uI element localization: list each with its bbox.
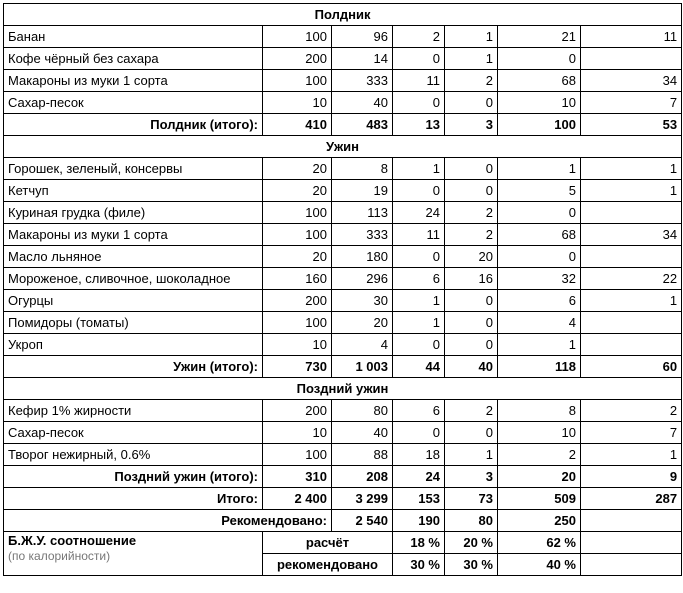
value-cell: 88 (332, 444, 393, 466)
total-value-cell: 310 (263, 466, 332, 488)
value-cell: 30 (332, 290, 393, 312)
food-name-cell: Кетчуп (4, 180, 263, 202)
value-cell: 20 (263, 158, 332, 180)
table-row (4, 334, 682, 356)
total-value-cell: 410 (263, 114, 332, 136)
value-cell: 333 (332, 70, 393, 92)
total-label: Полдник (итого): (4, 114, 263, 136)
value-cell: 21 (498, 26, 581, 48)
value-cell: 200 (263, 48, 332, 70)
section-header-row (4, 4, 682, 26)
value-cell: 2 (445, 70, 498, 92)
value-cell: 160 (263, 268, 332, 290)
value-cell: 0 (393, 180, 445, 202)
meal-nutrition-table (3, 3, 682, 576)
value-cell: 1 (581, 158, 682, 180)
value-cell (581, 246, 682, 268)
bju-calc-value: 18 % (393, 532, 445, 554)
value-cell: 96 (332, 26, 393, 48)
total-value-cell: 9 (581, 466, 682, 488)
grand-total-value: 509 (498, 488, 581, 510)
value-cell: 40 (332, 422, 393, 444)
food-name-cell: Творог нежирный, 0.6% (4, 444, 263, 466)
value-cell: 0 (445, 334, 498, 356)
total-label: Ужин (итого): (4, 356, 263, 378)
empty-cell (581, 510, 682, 532)
table-row (4, 444, 682, 466)
value-cell: 6 (393, 400, 445, 422)
section-title: Ужин (4, 136, 682, 158)
value-cell: 68 (498, 224, 581, 246)
value-cell: 113 (332, 202, 393, 224)
total-value-cell: 208 (332, 466, 393, 488)
total-value-cell: 24 (393, 466, 445, 488)
total-value-cell: 483 (332, 114, 393, 136)
table-row (4, 92, 682, 114)
grand-total-label: Итого: (4, 488, 263, 510)
value-cell: 10 (263, 92, 332, 114)
value-cell: 1 (393, 312, 445, 334)
bju-title: Б.Ж.У. соотношение (8, 533, 137, 548)
section-total-row (4, 356, 682, 378)
total-value-cell: 3 (445, 466, 498, 488)
value-cell: 0 (445, 180, 498, 202)
value-cell: 100 (263, 312, 332, 334)
value-cell: 100 (263, 202, 332, 224)
value-cell: 1 (581, 290, 682, 312)
total-value-cell: 60 (581, 356, 682, 378)
total-value-cell: 13 (393, 114, 445, 136)
section-header-row (4, 378, 682, 400)
grand-total-value: 153 (393, 488, 445, 510)
value-cell: 100 (263, 26, 332, 48)
value-cell: 5 (498, 180, 581, 202)
food-name-cell: Укроп (4, 334, 263, 356)
value-cell: 8 (498, 400, 581, 422)
bju-rec-value: 40 % (498, 554, 581, 576)
food-name-cell: Банан (4, 26, 263, 48)
value-cell: 20 (263, 246, 332, 268)
section-title: Поздний ужин (4, 378, 682, 400)
table-row (4, 158, 682, 180)
value-cell: 2 (393, 26, 445, 48)
value-cell: 2 (498, 444, 581, 466)
value-cell: 1 (393, 158, 445, 180)
value-cell: 1 (445, 26, 498, 48)
value-cell: 6 (393, 268, 445, 290)
value-cell: 10 (498, 92, 581, 114)
grand-total-value: 73 (445, 488, 498, 510)
food-name-cell: Куриная грудка (филе) (4, 202, 263, 224)
total-value-cell: 730 (263, 356, 332, 378)
table-row (4, 48, 682, 70)
table-row (4, 180, 682, 202)
total-value-cell: 44 (393, 356, 445, 378)
value-cell: 2 (445, 202, 498, 224)
value-cell: 0 (393, 92, 445, 114)
table-row (4, 26, 682, 48)
table-row (4, 312, 682, 334)
value-cell: 19 (332, 180, 393, 202)
total-value-cell: 20 (498, 466, 581, 488)
food-name-cell: Макароны из муки 1 сорта (4, 70, 263, 92)
total-value-cell: 1 003 (332, 356, 393, 378)
total-label: Поздний ужин (итого): (4, 466, 263, 488)
empty-cell (581, 532, 682, 554)
value-cell: 34 (581, 224, 682, 246)
value-cell: 20 (332, 312, 393, 334)
value-cell (581, 202, 682, 224)
food-name-cell: Масло льняное (4, 246, 263, 268)
table-row (4, 224, 682, 246)
value-cell: 80 (332, 400, 393, 422)
value-cell: 0 (445, 158, 498, 180)
table-row (4, 422, 682, 444)
value-cell: 100 (263, 444, 332, 466)
recommended-value: 250 (498, 510, 581, 532)
value-cell: 0 (498, 48, 581, 70)
value-cell: 0 (393, 48, 445, 70)
bju-label-cell (4, 532, 263, 576)
value-cell (581, 334, 682, 356)
value-cell: 0 (393, 246, 445, 268)
recommended-value: 80 (445, 510, 498, 532)
value-cell: 1 (393, 290, 445, 312)
empty-cell (581, 554, 682, 576)
value-cell: 1 (498, 334, 581, 356)
value-cell: 10 (498, 422, 581, 444)
value-cell: 20 (445, 246, 498, 268)
section-title: Полдник (4, 4, 682, 26)
total-value-cell: 100 (498, 114, 581, 136)
value-cell: 7 (581, 422, 682, 444)
value-cell: 8 (332, 158, 393, 180)
food-name-cell: Горошек, зеленый, консервы (4, 158, 263, 180)
value-cell: 0 (445, 312, 498, 334)
value-cell: 11 (393, 224, 445, 246)
section-total-row (4, 466, 682, 488)
recommended-label: Рекомендовано: (4, 510, 332, 532)
section-header-row (4, 136, 682, 158)
value-cell: 32 (498, 268, 581, 290)
value-cell: 40 (332, 92, 393, 114)
bju-rec-label: рекомендовано (263, 554, 393, 576)
food-name-cell: Сахар-песок (4, 422, 263, 444)
value-cell: 2 (581, 400, 682, 422)
grand-total-value: 2 400 (263, 488, 332, 510)
value-cell: 16 (445, 268, 498, 290)
value-cell: 4 (332, 334, 393, 356)
recommended-row (4, 510, 682, 532)
bju-calc-label: расчёт (263, 532, 393, 554)
value-cell: 34 (581, 70, 682, 92)
value-cell: 11 (393, 70, 445, 92)
value-cell: 1 (498, 158, 581, 180)
value-cell: 14 (332, 48, 393, 70)
total-value-cell: 3 (445, 114, 498, 136)
food-name-cell: Сахар-песок (4, 92, 263, 114)
value-cell: 10 (263, 422, 332, 444)
grand-total-row (4, 488, 682, 510)
value-cell: 2 (445, 224, 498, 246)
bju-rec-value: 30 % (445, 554, 498, 576)
grand-total-value: 3 299 (332, 488, 393, 510)
table-row (4, 290, 682, 312)
food-name-cell: Макароны из муки 1 сорта (4, 224, 263, 246)
value-cell: 0 (445, 290, 498, 312)
bju-calc-value: 20 % (445, 532, 498, 554)
value-cell: 7 (581, 92, 682, 114)
value-cell: 10 (263, 334, 332, 356)
food-name-cell: Кефир 1% жирности (4, 400, 263, 422)
bju-subtitle: (по калорийности) (8, 549, 111, 563)
value-cell: 100 (263, 70, 332, 92)
bju-calc-value: 62 % (498, 532, 581, 554)
value-cell: 68 (498, 70, 581, 92)
table-row (4, 202, 682, 224)
food-name-cell: Кофе чёрный без сахара (4, 48, 263, 70)
section-total-row (4, 114, 682, 136)
food-name-cell: Помидоры (томаты) (4, 312, 263, 334)
value-cell: 100 (263, 224, 332, 246)
food-name-cell: Огурцы (4, 290, 263, 312)
value-cell: 0 (498, 246, 581, 268)
recommended-value: 2 540 (332, 510, 393, 532)
value-cell: 0 (393, 422, 445, 444)
table-row (4, 246, 682, 268)
value-cell: 200 (263, 400, 332, 422)
value-cell: 296 (332, 268, 393, 290)
value-cell: 0 (445, 92, 498, 114)
value-cell: 4 (498, 312, 581, 334)
recommended-value: 190 (393, 510, 445, 532)
total-value-cell: 118 (498, 356, 581, 378)
value-cell: 200 (263, 290, 332, 312)
value-cell: 1 (445, 48, 498, 70)
value-cell: 1 (445, 444, 498, 466)
table-row (4, 268, 682, 290)
value-cell: 1 (581, 180, 682, 202)
food-name-cell: Мороженое, сливочное, шоколадное (4, 268, 263, 290)
value-cell: 11 (581, 26, 682, 48)
total-value-cell: 53 (581, 114, 682, 136)
value-cell: 333 (332, 224, 393, 246)
value-cell: 18 (393, 444, 445, 466)
grand-total-value: 287 (581, 488, 682, 510)
value-cell: 0 (445, 422, 498, 444)
bju-calc-row (4, 532, 682, 554)
value-cell: 22 (581, 268, 682, 290)
table-row (4, 400, 682, 422)
value-cell: 1 (581, 444, 682, 466)
value-cell: 2 (445, 400, 498, 422)
value-cell: 6 (498, 290, 581, 312)
value-cell (581, 48, 682, 70)
table-row (4, 70, 682, 92)
value-cell: 0 (498, 202, 581, 224)
value-cell: 0 (393, 334, 445, 356)
value-cell (581, 312, 682, 334)
value-cell: 180 (332, 246, 393, 268)
value-cell: 24 (393, 202, 445, 224)
total-value-cell: 40 (445, 356, 498, 378)
value-cell: 20 (263, 180, 332, 202)
bju-rec-value: 30 % (393, 554, 445, 576)
